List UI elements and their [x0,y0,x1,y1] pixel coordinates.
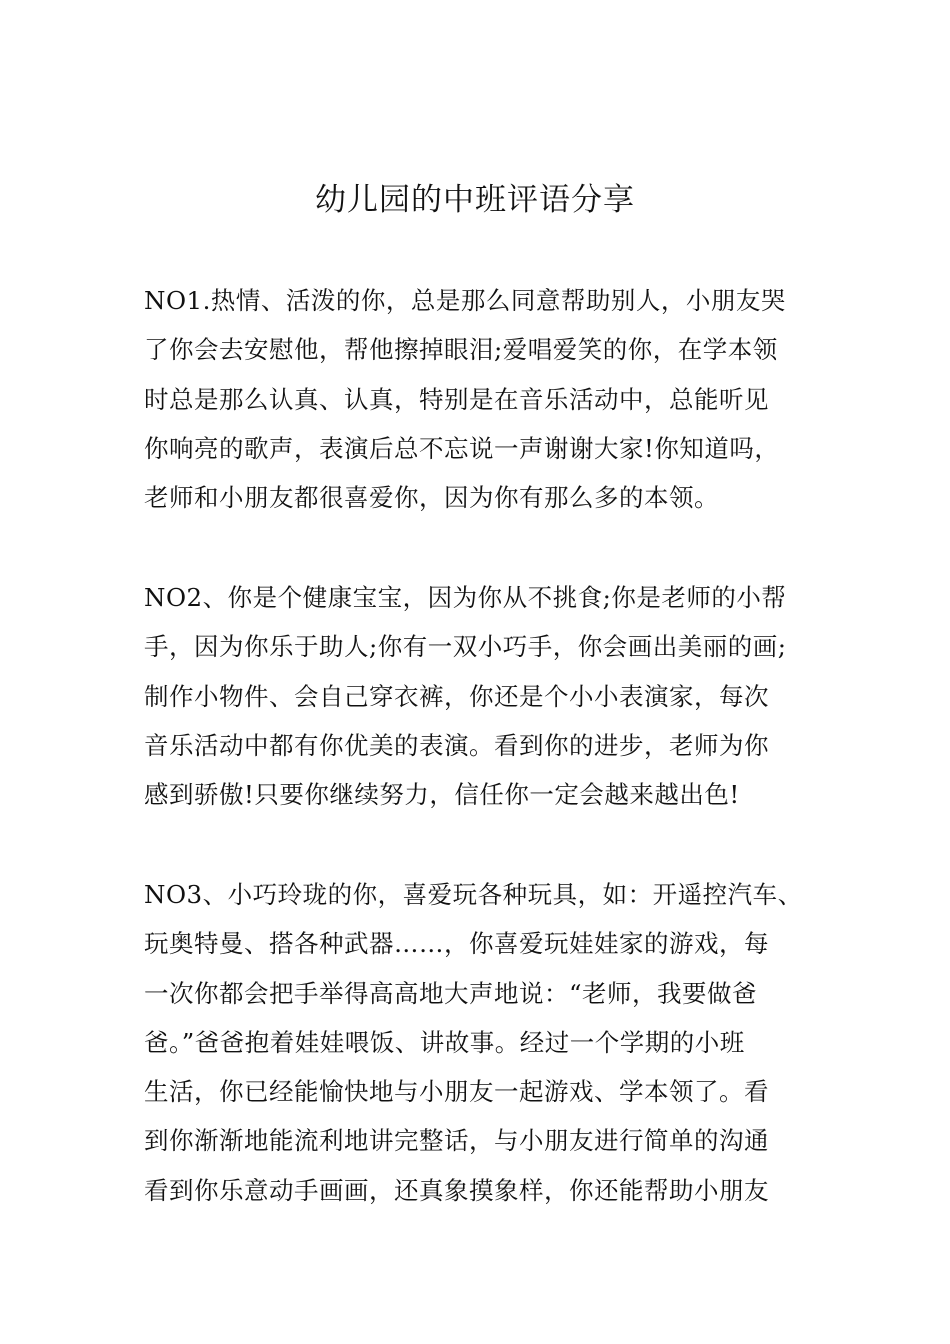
paragraph-line: 到你渐渐地能流利地讲完整话，与小朋友进行简单的沟通 [144,1126,769,1156]
paragraph-line: NO1.热情、活泼的你，总是那么同意帮助别人，小朋友哭 [144,286,786,315]
paragraph-line: 生活，你已经能愉快地与小朋友一起游戏、学本领了。看 [144,1077,769,1107]
paragraph-line: 制作小物件、会自己穿衣裤，你还是个小小表演家，每次 [144,681,769,711]
paragraph-no2 [144,573,834,819]
paragraph-line: NO2、你是个健康宝宝，因为你从不挑食;你是老师的小帮 [144,583,787,612]
paragraph-line: 音乐活动中都有你优美的表演。看到你的进步，老师为你 [144,730,769,760]
paragraph-line: 看到你乐意动手画画，还真象摸象样，你还能帮助小朋友 [144,1175,769,1205]
paragraph-line: 手，因为你乐于助人;你有一双小巧手，你会画出美丽的画; [144,632,787,662]
paragraph-line: 玩奥特曼、搭各种武器……，你喜爱玩娃娃家的游戏，每 [144,929,769,959]
paragraph-no1 [144,276,834,522]
paragraph-line: 时总是那么认真、认真，特别是在音乐活动中，总能听见 [144,384,769,414]
paragraph-line: NO3、小巧玲珑的你，喜爱玩各种玩具，如：开遥控汽车、 [144,880,803,909]
paragraph-line: 你响亮的歌声，表演后总不忘说一声谢谢大家!你知道吗， [144,433,780,463]
paragraph-line: 爸。”爸爸抱着娃娃喂饭、讲故事。经过一个学期的小班 [144,1027,745,1057]
paragraph-line: 感到骄傲!只要你继续努力，信任你一定会越来越出色! [144,780,740,810]
paragraph-line: 一次你都会把手举得高高地大声地说：“老师，我要做爸 [144,978,758,1008]
paragraph-no3 [144,870,834,1215]
paragraph-line: 老师和小朋友都很喜爱你，因为你有那么多的本领。 [144,483,719,513]
document-title: 幼儿园的中班评语分享 [315,182,635,218]
paragraph-line: 了你会去安慰他，帮他擦掉眼泪;爱唱爱笑的你，在学本领 [144,335,778,365]
